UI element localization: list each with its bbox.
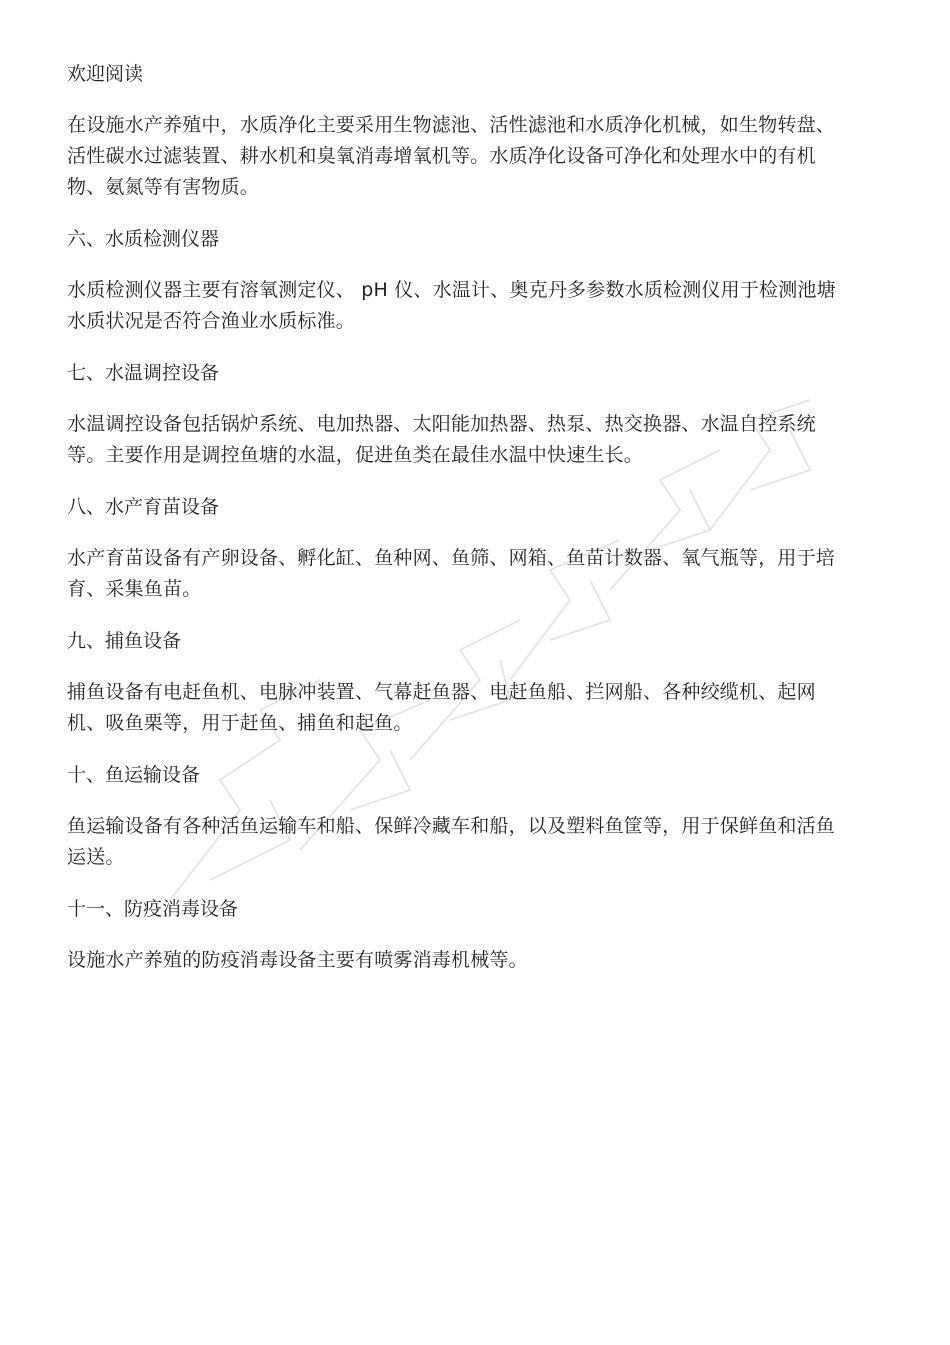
paragraph-seven: 水温调控设备包括锅炉系统、电加热器、太阳能加热器、热泵、热交换器、水温自控系统等。主要作用是调控鱼塘的水温，促进鱼类在最佳水温中快速生长。 bbox=[67, 413, 816, 466]
paragraph-nine: 捕鱼设备有电赶鱼机、电脉冲装置、气幕赶鱼器、电赶鱼船、拦网船、各种绞缆机、起网机、吸鱼栗等，用于赶鱼、捕鱼和起鱼。 bbox=[67, 681, 816, 734]
document-content bbox=[67, 60, 847, 998]
paragraph-intro: 在设施水产养殖中，水质净化主要采用生物滤池、活性滤池和水质净化机械，如生物转盘、活性碳水过滤装置、耕水机和臭氧消毒增氧机等。水质净化设备可净化和处理水中的有机物、氨氮等有害物质。 bbox=[67, 114, 836, 198]
heading-ten: 十、鱼运输设备 bbox=[67, 764, 201, 786]
paragraph-eleven: 设施水产养殖的防疫消毒设备主要有喷雾消毒机械等。 bbox=[67, 949, 528, 971]
paragraph-ten: 鱼运输设备有各种活鱼运输车和船、保鲜冷藏车和船，以及塑料鱼筐等，用于保鲜鱼和活鱼运送。 bbox=[67, 815, 836, 868]
heading-eleven: 十一、防疫消毒设备 bbox=[67, 898, 239, 920]
welcome-header: 欢迎阅读 bbox=[67, 63, 144, 85]
heading-six: 六、水质检测仪器 bbox=[67, 228, 220, 250]
heading-seven: 七、水温调控设备 bbox=[67, 362, 220, 384]
paragraph-eight: 水产育苗设备有产卵设备、孵化缸、鱼种网、鱼筛、网箱、鱼苗计数器、氧气瓶等，用于培育、采集鱼苗。 bbox=[67, 547, 836, 600]
heading-nine: 九、捕鱼设备 bbox=[67, 630, 182, 652]
heading-eight: 八、水产育苗设备 bbox=[67, 496, 220, 518]
paragraph-six: 水质检测仪器主要有溶氧测定仪、 pH 仪、水温计、奥克丹多参数水质检测仪用于检测池塘水质状况是否符合渔业水质标准。 bbox=[67, 279, 836, 332]
